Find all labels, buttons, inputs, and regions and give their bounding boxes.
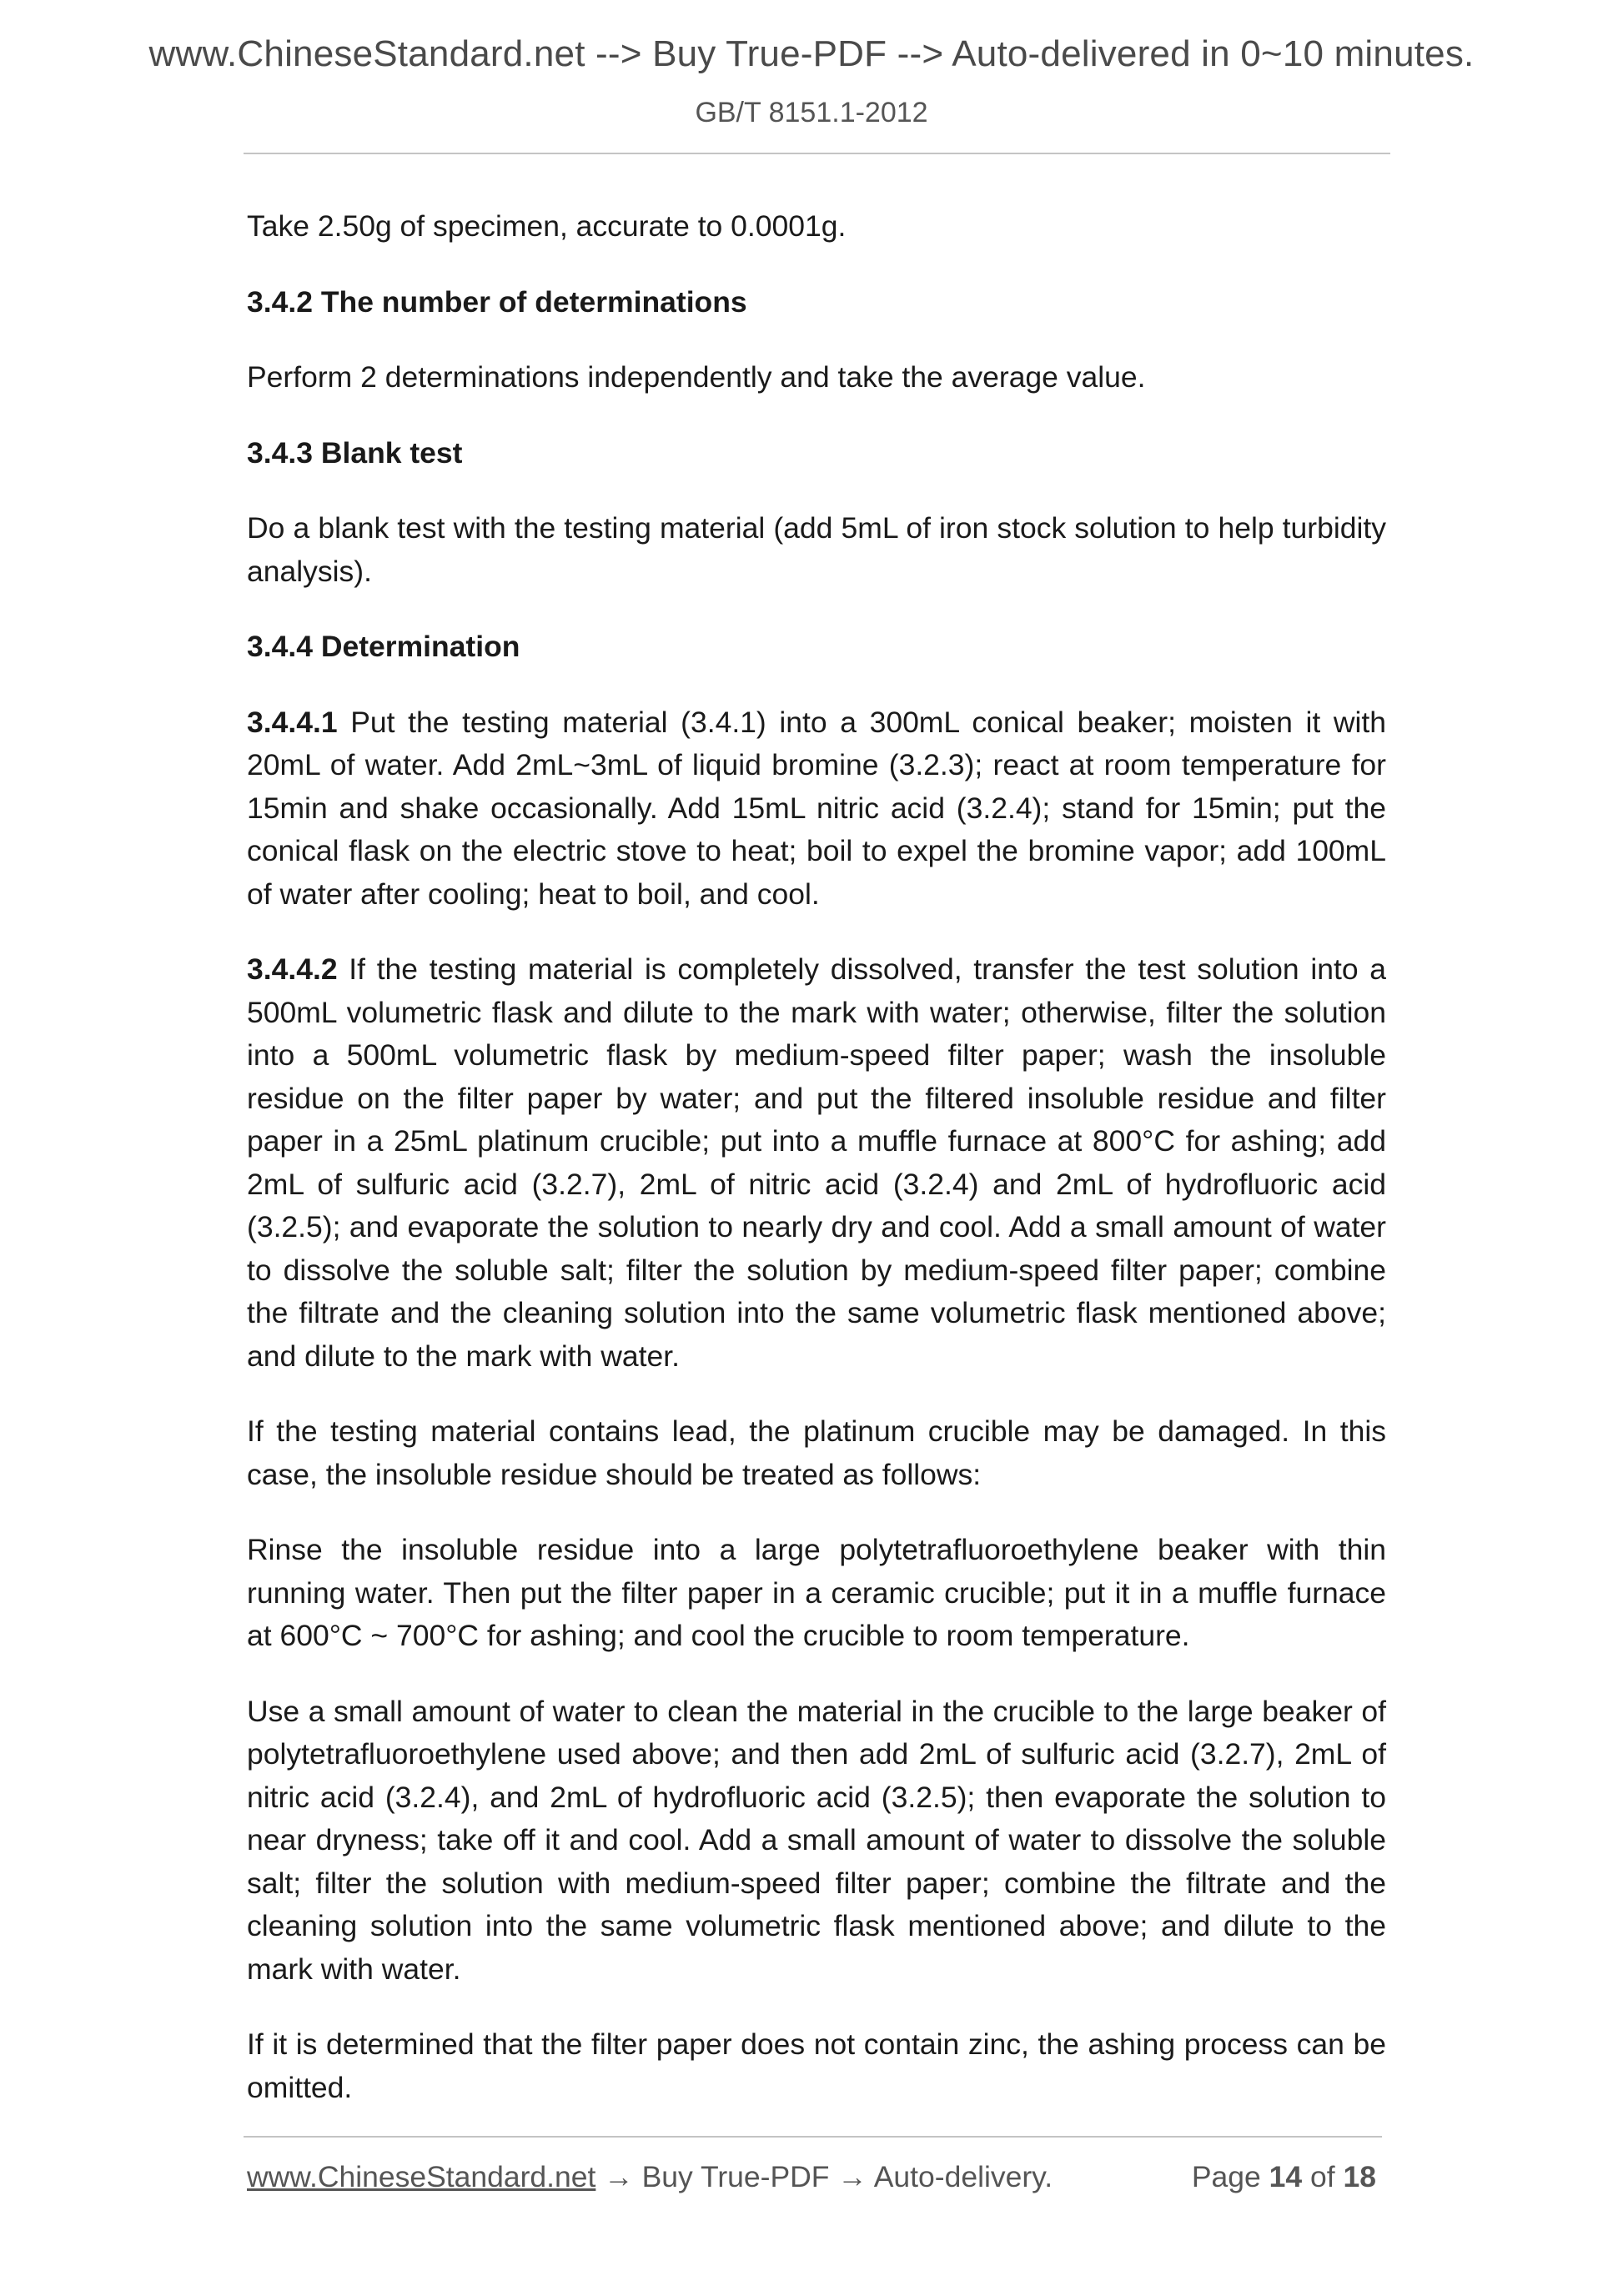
paragraph-sample-mass: Take 2.50g of specimen, accurate to 0.0001g.: [247, 209, 847, 243]
header-divider: [244, 153, 1390, 154]
clause-text-3-4-4-1: Put the testing material (3.4.1) into a 300mL conical beaker; moisten it with 20mL of water. Add 2mL~3mL of liquid bromine (3.2.3); react at room temperature for 15min and shake occasionally. Add 15mL nitric acid (3.2.4); stand for 15min; put the conical flask on the electric stove to heat; boil to expel the bromine vapor; add 100mL of water after cooling; heat to boil, and cool.: [247, 705, 1386, 911]
total-page-count: 18: [1343, 2160, 1376, 2193]
current-page-number: 14: [1269, 2160, 1303, 2193]
footer-promo: [247, 2160, 1053, 2194]
top-banner: www.ChineseStandard.net --> Buy True-PDF --> Auto-delivered in 0~10 minutes.: [148, 33, 1475, 74]
heading-3-4-3: 3.4.3 Blank test: [247, 435, 463, 470]
clause-text-3-4-4-2: If the testing material is completely dissolved, transfer the test solution into a 500mL volumetric flask and dilute to the mark with water; otherwise, filter the solution into a 500mL volumetric flask by medium-speed filter paper; wash the insoluble residue on the filter paper by water; and put the filtered insoluble residue and filter paper in a 25mL platinum crucible; put into a muffle furnace at 800°C for ashing; add 2mL of sulfuric acid (3.2.7), 2mL of nitric acid (3.2.4) and 2mL of hydrofluoric acid (3.2.5); and evaporate the solution to nearly dry and cool. Add a small amount of water to dissolve the soluble salt; filter the solution by medium-speed filter paper; combine the filtrate and the cleaning solution into the same volumetric flask mentioned above; and dilute to the mark with water.: [247, 952, 1386, 1373]
heading-3-4-4: 3.4.4 Determination: [247, 630, 520, 663]
paragraph-3-4-4-2: [247, 948, 1386, 1378]
footer-site-link[interactable]: www.ChineseStandard.net: [247, 2160, 596, 2193]
paragraph-lead-note: If the testing material contains lead, the platinum crucible may be damaged. In this case, the insoluble residue should be treated as follows:: [247, 1414, 1386, 1491]
footer-tagline: → Buy True-PDF → Auto-delivery.: [595, 2160, 1053, 2193]
paragraph-determinations: Perform 2 determinations independently and take the average value.: [247, 360, 1146, 394]
document-body: [247, 205, 1386, 2142]
footer-divider: [244, 2136, 1382, 2138]
paragraph-rinse: Rinse the insoluble residue into a large polytetrafluoroethylene beaker with thin running water. Then put the filter paper in a ceramic crucible; put it in a muffle furnace at 600°C ~ 700°C for ashing; and cool the crucible to room temperature.: [247, 1533, 1386, 1652]
page-label: Page: [1191, 2160, 1269, 2193]
paragraph-3-4-4-1: [247, 701, 1386, 917]
heading-3-4-2: 3.4.2 The number of determinations: [247, 284, 747, 319]
paragraph-clean-crucible: Use a small amount of water to clean the material in the crucible to the large beaker of polytetrafluoroethylene used above; and then add 2mL of sulfuric acid (3.2.7), 2mL of nitric acid (3.2.4), and 2mL of hydrofluoric acid (3.2.5); then evaporate the solution to near dryness; take off it and cool. Add a small amount of water to dissolve the soluble salt; filter the solution with medium-speed filter paper; combine the filtrate and the cleaning solution into the same volumetric flask mentioned above; and dilute to the mark with water.: [247, 1694, 1386, 1986]
page-indicator: [1192, 2160, 1376, 2194]
standard-code: GB/T 8151.1-2012: [695, 97, 928, 128]
clause-number-3-4-4-2: 3.4.4.2: [247, 952, 338, 986]
clause-number-3-4-4-1: 3.4.4.1: [247, 705, 338, 739]
paragraph-blank-test: Do a blank test with the testing material (add 5mL of iron stock solution to help turbidity analysis).: [247, 511, 1386, 588]
page-of-label: of: [1302, 2160, 1344, 2193]
paragraph-zinc-note: If it is determined that the filter paper does not contain zinc, the ashing process can be omitted.: [247, 2027, 1386, 2104]
